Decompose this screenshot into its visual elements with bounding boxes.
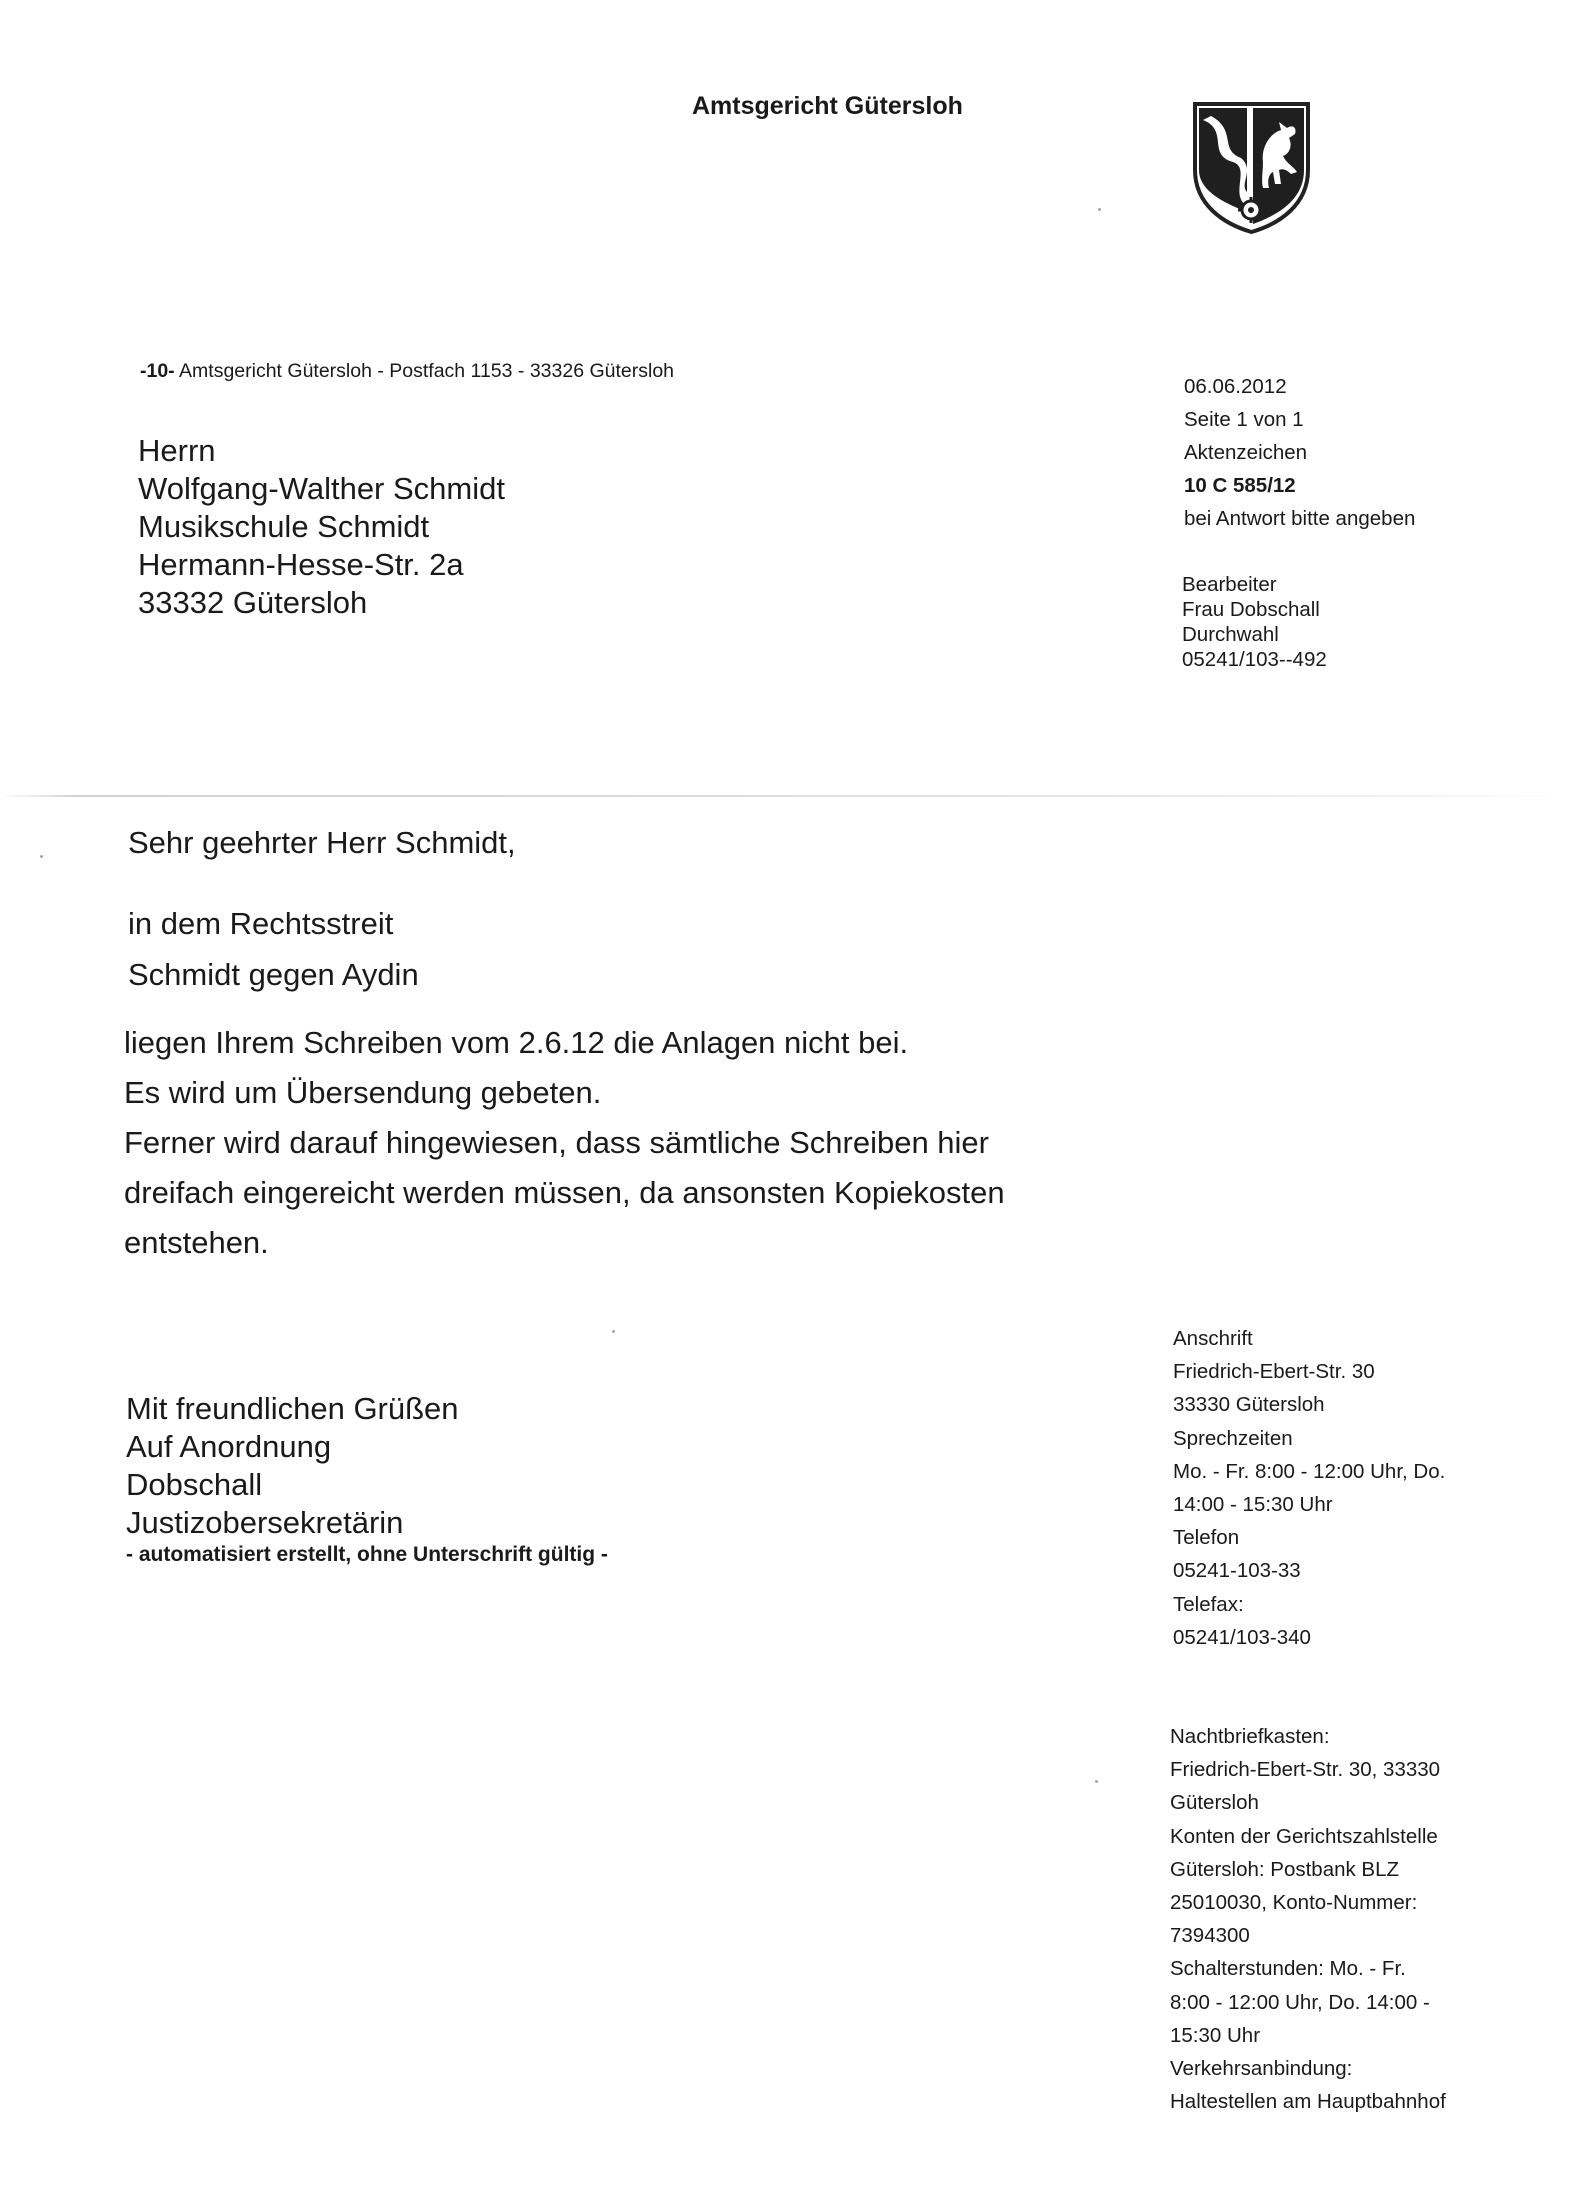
file-ref-label: Aktenzeichen bbox=[1184, 441, 1308, 464]
mailbox-line-1: Friedrich-Ebert-Str. 30, 33330 bbox=[1170, 1758, 1441, 1782]
court-title: Amtsgericht Gütersloh bbox=[692, 92, 963, 120]
counter-hours-line-1: Schalterstunden: Mo. - Fr. bbox=[1170, 1957, 1406, 1981]
recipient-organization: Musikschule Schmidt bbox=[138, 509, 430, 544]
nrw-coat-of-arms-icon bbox=[1189, 100, 1314, 235]
scan-speck bbox=[40, 855, 43, 858]
court-payment-info bbox=[1170, 1720, 1446, 2118]
address-label: Anschrift bbox=[1173, 1327, 1253, 1350]
accounts-line-2: Gütersloh: Postbank BLZ bbox=[1170, 1857, 1400, 1881]
paper-fold-line bbox=[0, 795, 1571, 797]
scan-speck bbox=[612, 1330, 615, 1333]
closing-authority: Auf Anordnung bbox=[126, 1429, 332, 1464]
body-line-2: Es wird um Übersendung gebeten. bbox=[124, 1075, 602, 1110]
accounts-line-1: Konten der Gerichtszahlstelle bbox=[1170, 1824, 1438, 1848]
hours-label: Sprechzeiten bbox=[1173, 1426, 1293, 1450]
extension-number: 05241/103--492 bbox=[1182, 648, 1327, 671]
accounts-line-4: 7394300 bbox=[1170, 1924, 1250, 1948]
file-reference: 10 C 585/12 bbox=[1184, 474, 1296, 497]
letter-date: 06.06.2012 bbox=[1184, 375, 1287, 398]
recipient-salutation: Herrn bbox=[138, 433, 216, 468]
return-address-text: Amtsgericht Gütersloh - Postfach 1153 - 33326 Gütersloh bbox=[179, 360, 675, 382]
body-line-1: liegen Ihrem Schreiben vom 2.6.12 die Anlagen nicht bei. bbox=[124, 1025, 909, 1060]
closing-signer-name: Dobschall bbox=[126, 1467, 263, 1502]
recipient-street: Hermann-Hesse-Str. 2a bbox=[138, 547, 464, 582]
address-city: 33330 Gütersloh bbox=[1173, 1393, 1325, 1417]
hours-line-1: Mo. - Fr. 8:00 - 12:00 Uhr, Do. bbox=[1173, 1459, 1446, 1483]
address-street: Friedrich-Ebert-Str. 30 bbox=[1173, 1360, 1375, 1384]
closing-greeting: Mit freundlichen Grüßen bbox=[126, 1391, 459, 1426]
clerk-label: Bearbeiter bbox=[1182, 573, 1277, 596]
case-line-1: in dem Rechtsstreit bbox=[128, 906, 394, 941]
phone-number: 05241-103-33 bbox=[1173, 1559, 1301, 1583]
counter-hours-line-3: 15:30 Uhr bbox=[1170, 2023, 1261, 2047]
letter-salutation: Sehr geehrter Herr Schmidt, bbox=[128, 825, 516, 860]
body-line-4: dreifach eingereicht werden müssen, da ansonsten Kopiekosten bbox=[124, 1175, 1005, 1210]
recipient-city: 33332 Gütersloh bbox=[138, 585, 368, 620]
recipient-name: Wolfgang-Walther Schmidt bbox=[138, 471, 505, 506]
file-ref-note: bei Antwort bitte angeben bbox=[1184, 507, 1416, 530]
scan-speck bbox=[1095, 1780, 1098, 1783]
accounts-line-3: 25010030, Konto-Nummer: bbox=[1170, 1891, 1418, 1915]
closing-signer-title: Justizobersekretärin bbox=[126, 1505, 404, 1540]
letter-closing bbox=[126, 1390, 608, 1568]
fax-number: 05241/103-340 bbox=[1173, 1625, 1311, 1649]
transport-info: Haltestellen am Hauptbahnhof bbox=[1170, 2090, 1446, 2114]
return-address bbox=[140, 360, 674, 383]
mailbox-label: Nachtbriefkasten: bbox=[1170, 1725, 1330, 1748]
case-line-2: Schmidt gegen Aydin bbox=[128, 957, 419, 992]
counter-hours-line-2: 8:00 - 12:00 Uhr, Do. 14:00 - bbox=[1170, 1990, 1430, 2014]
fax-label: Telefax: bbox=[1173, 1592, 1244, 1616]
phone-label: Telefon bbox=[1173, 1526, 1240, 1550]
transport-label: Verkehrsanbindung: bbox=[1170, 2057, 1353, 2081]
closing-automated-note: - automatisiert erstellt, ohne Unterschrift gültig - bbox=[126, 1543, 608, 1566]
letter-meta bbox=[1184, 370, 1415, 535]
body-line-5: entstehen. bbox=[124, 1225, 269, 1260]
scan-speck bbox=[1098, 208, 1101, 211]
hours-line-2: 14:00 - 15:30 Uhr bbox=[1173, 1493, 1333, 1517]
letter-body-paragraph bbox=[124, 1018, 1005, 1268]
return-address-prefix: -10- bbox=[140, 360, 175, 382]
body-line-3: Ferner wird darauf hingewiesen, dass sämtliche Schreiben hier bbox=[124, 1125, 989, 1160]
court-contact-info bbox=[1173, 1322, 1445, 1654]
extension-label: Durchwahl bbox=[1182, 623, 1279, 646]
mailbox-line-2: Gütersloh bbox=[1170, 1791, 1259, 1815]
clerk-info bbox=[1182, 572, 1327, 672]
recipient-address bbox=[138, 432, 838, 622]
page-count: Seite 1 von 1 bbox=[1184, 408, 1304, 431]
clerk-name: Frau Dobschall bbox=[1182, 598, 1320, 621]
case-reference bbox=[128, 898, 419, 1000]
